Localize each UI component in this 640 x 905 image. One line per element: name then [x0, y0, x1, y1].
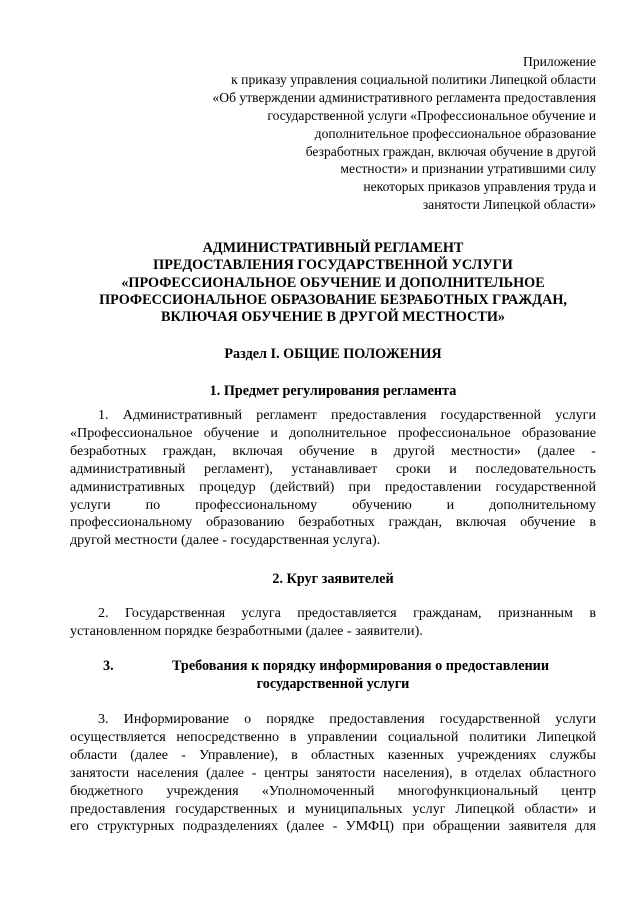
annex-line: государственной услуги «Профессиональное обучение и [267, 107, 596, 123]
annex-line: занятости Липецкой области» [422, 197, 596, 213]
paragraph-3 [70, 711, 596, 836]
annex-line: безработных граждан, включая обучение в другой [305, 143, 596, 159]
annex-line: к приказу управления социальной политики Липецкой области [231, 71, 596, 87]
paragraph-1 [70, 407, 596, 550]
annex-block [126, 53, 596, 214]
paragraph-line: осуществляется непосредственно в управлении социальной политики Липецкой [70, 728, 596, 745]
paragraph-line: другой местности (далее - государственная услуга). [70, 532, 381, 549]
paragraph-line: занятости населения (далее - центры занятости населения), в отделах областного [70, 764, 596, 781]
paragraph-line: 1. Административный регламент предоставления государственной услуги [98, 407, 596, 423]
paragraph-line: безработных граждан, включая обучение в другой местности» (далее - [70, 442, 596, 459]
paragraph-2 [70, 605, 596, 641]
paragraph-line: его структурных подразделениях (далее - УМФЦ) при обращении заявителя для [70, 818, 596, 835]
annex-line: «Об утверждении административного регламента предоставления [212, 89, 596, 105]
title-line: АДМИНИСТРАТИВНЫЙ РЕГЛАМЕНТ [202, 240, 464, 256]
paragraph-line: профессиональному образованию безработных граждан, включая обучение в [70, 514, 596, 531]
paragraph-line: бюджетного учреждения «Уполномоченный многофункциональный центр [70, 782, 596, 799]
subsection-1-heading: 1. Предмет регулирования регламента [209, 383, 457, 399]
paragraph-line: административных процедур (действий) при предоставлении государственной [70, 478, 596, 495]
paragraph-line: административный регламент), устанавливает сроки и последовательность [70, 460, 596, 477]
title-line: ПРОФЕССИОНАЛЬНОЕ ОБРАЗОВАНИЕ БЕЗРАБОТНЫХ ГРАЖДАН, [99, 291, 567, 308]
title-line: ПРЕДОСТАВЛЕНИЯ ГОСУДАРСТВЕННОЙ УСЛУГИ [153, 257, 513, 274]
paragraph-line: 2. Государственная услуга предоставляется гражданам, признанным в [98, 605, 596, 621]
annex-line: местности» и признании утратившими силу [340, 161, 596, 177]
paragraph-line: 3. Информирование о порядке предоставления государственной услуги [98, 711, 596, 727]
subsection-3-heading-line: Требования к порядку информирования о предоставлении [172, 658, 550, 674]
title-line: ВКЛЮЧАЯ ОБУЧЕНИЕ В ДРУГОЙ МЕСТНОСТИ» [161, 309, 505, 326]
annex-line: Приложение [523, 54, 596, 69]
paragraph-line: области (далее - Управление), в областных казенных учреждениях службы [70, 746, 596, 763]
annex-line: некоторых приказов управления труда и [363, 179, 596, 195]
paragraph-line: установленном порядке безработными (далее - заявители). [70, 622, 423, 639]
title-line: «ПРОФЕССИОНАЛЬНОЕ ОБУЧЕНИЕ И ДОПОЛНИТЕЛЬНОЕ [121, 274, 545, 291]
subsection-3-heading-line: государственной услуги [256, 676, 410, 692]
subsection-3-number: 3. [103, 658, 114, 674]
section-heading: Раздел I. ОБЩИЕ ПОЛОЖЕНИЯ [224, 346, 442, 362]
paragraph-line: услуги по профессиональному обучению и дополнительному [70, 496, 596, 513]
document-page [70, 0, 596, 905]
subsection-2-heading: 2. Круг заявителей [272, 571, 394, 587]
paragraph-line: «Профессиональное обучение и дополнительное профессиональное образование [70, 424, 596, 441]
paragraph-line: предоставления государственных и муниципальных услуг Липецкой области» и [70, 800, 596, 817]
document-title [70, 240, 596, 326]
annex-line: дополнительное профессиональное образование [314, 125, 596, 141]
